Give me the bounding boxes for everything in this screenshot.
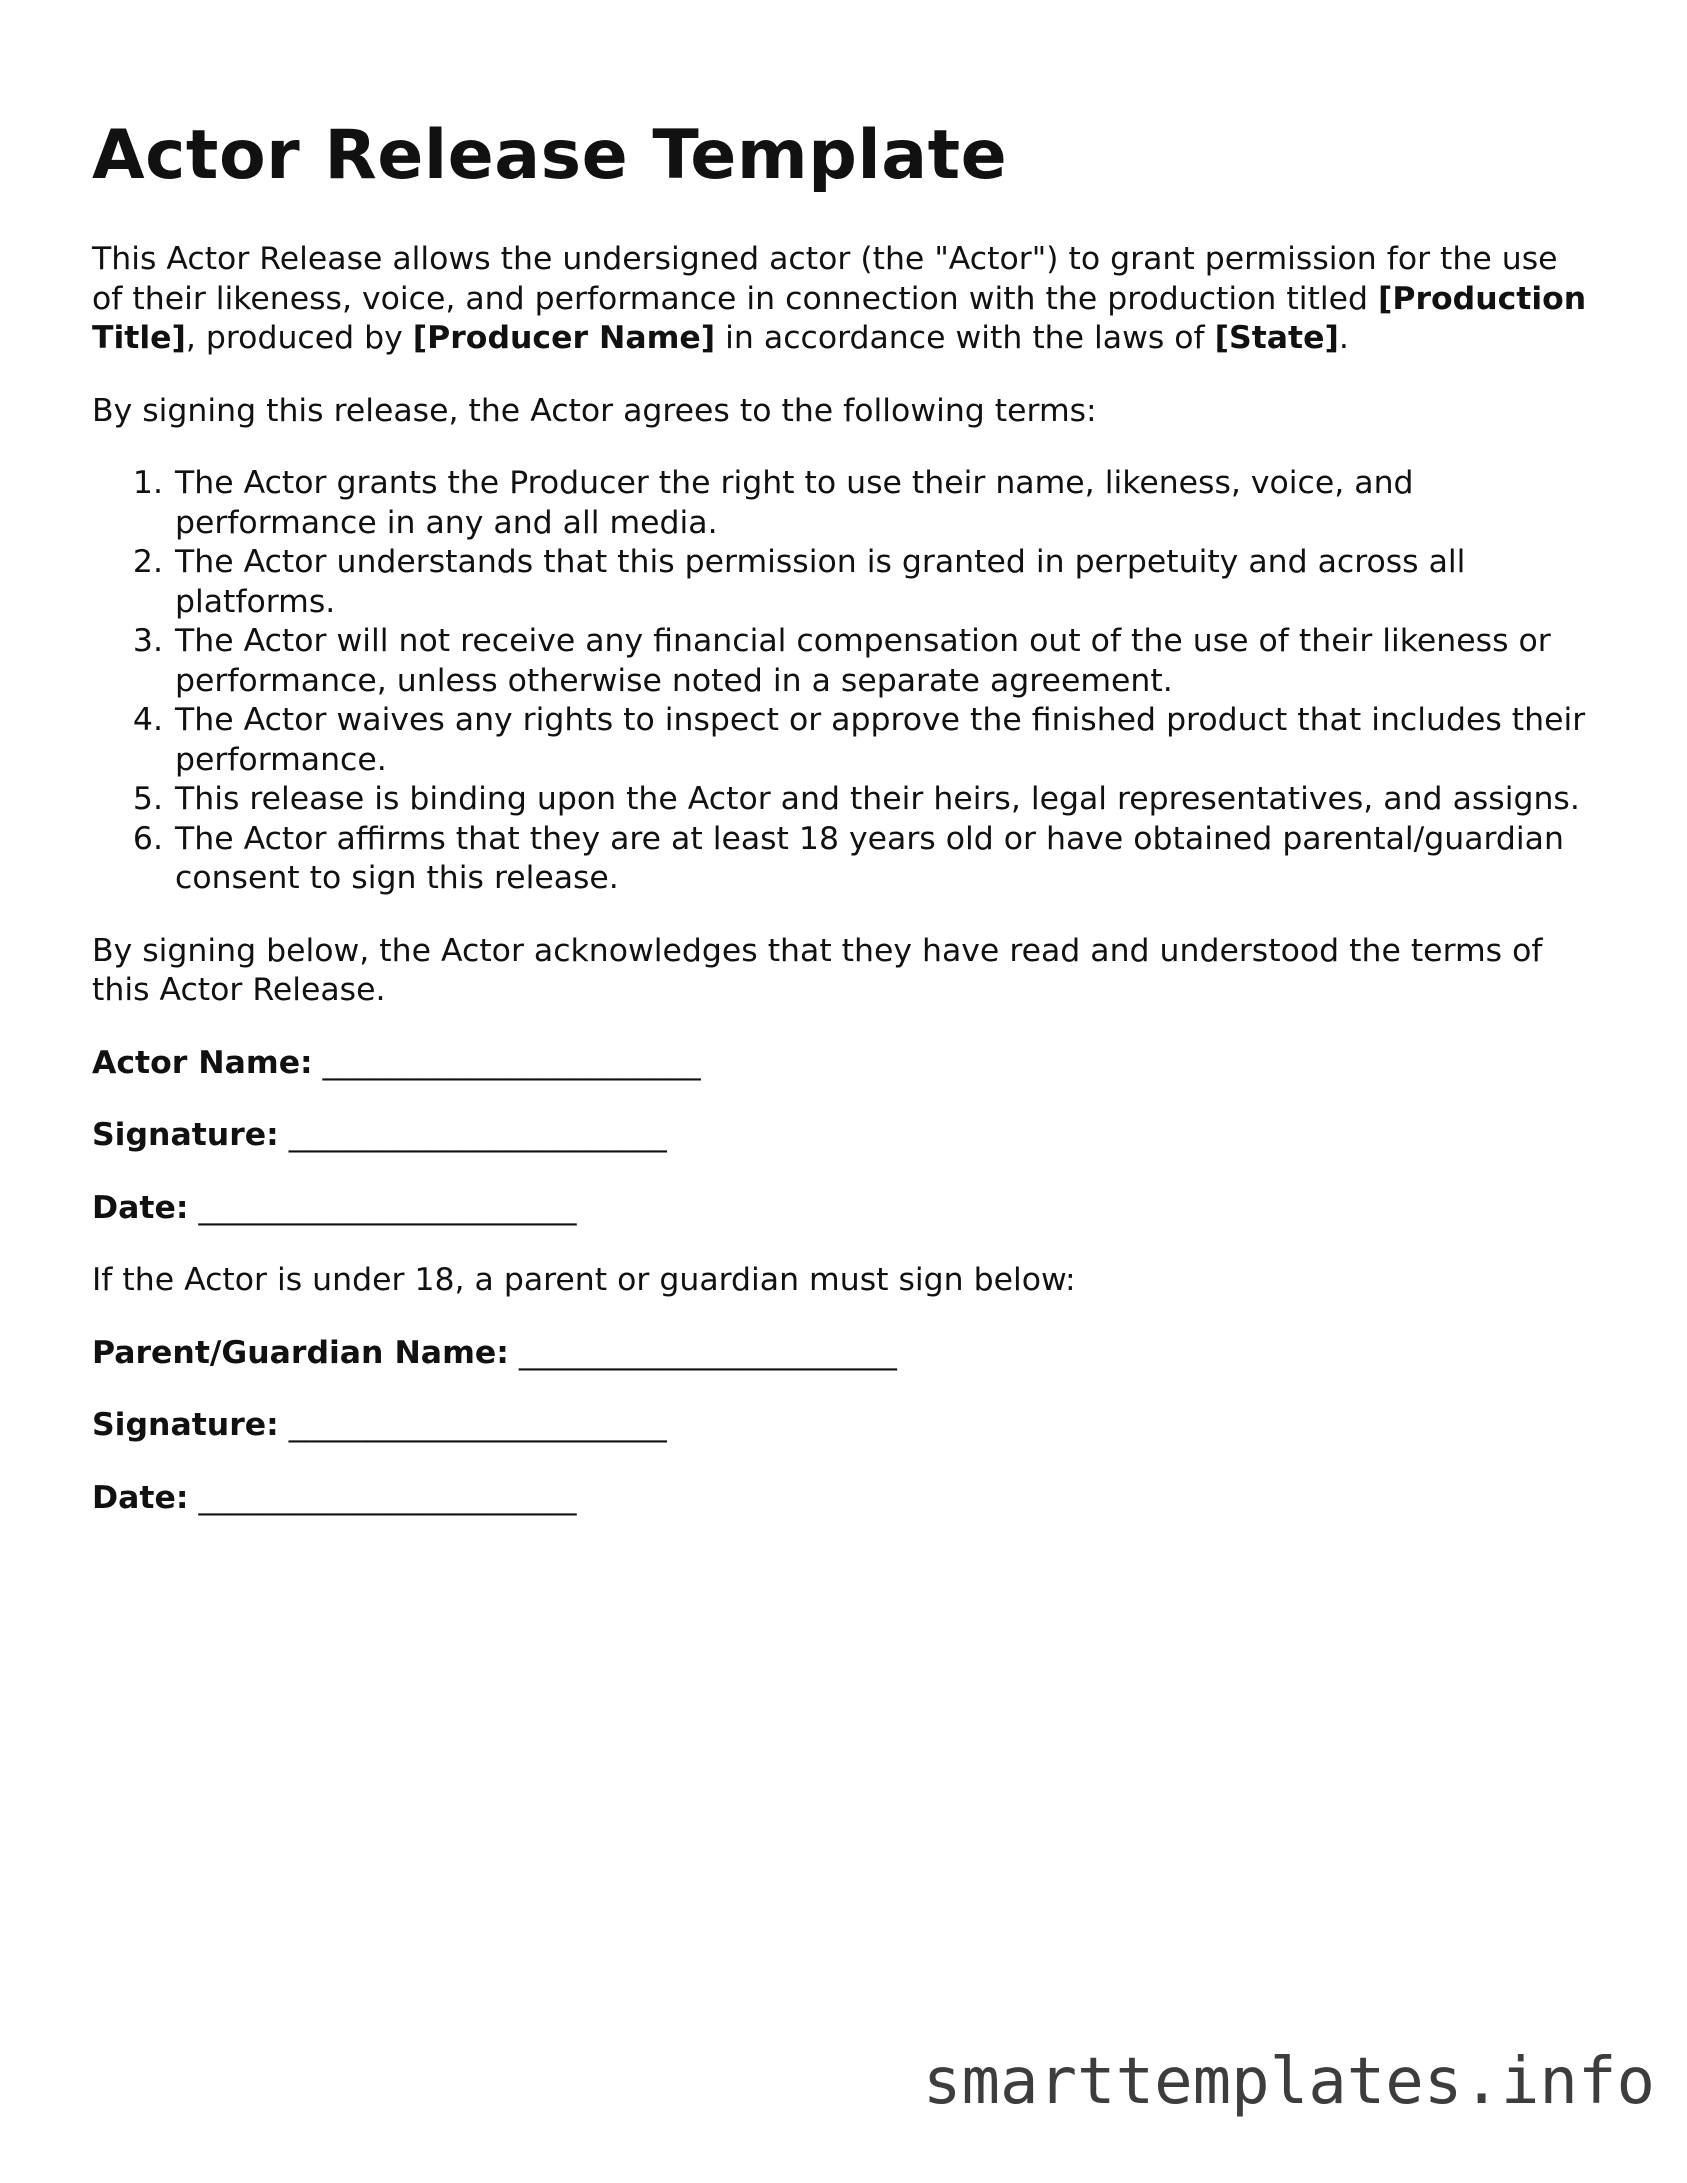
term-item: 2. The Actor understands that this permission is granted in perpetuity and across all platforms. (173, 543, 1592, 622)
guardian-date-blank[interactable]: ________________________ (198, 1479, 577, 1516)
actor-date-blank[interactable]: ________________________ (198, 1189, 577, 1226)
intro-paragraph (92, 240, 1592, 359)
guardian-signature-blank[interactable]: ________________________ (288, 1407, 667, 1443)
producer-name-placeholder: [Producer Name] (412, 320, 716, 356)
minor-note: If the Actor is under 18, a parent or guardian must sign below: (92, 1262, 1076, 1298)
actor-date-label: Date: (92, 1189, 189, 1226)
guardian-name-blank[interactable]: ________________________ (518, 1334, 897, 1371)
actor-name-label: Actor Name: (92, 1044, 313, 1081)
guardian-date-label: Date: (92, 1479, 189, 1516)
actor-date-field[interactable] (92, 1189, 1592, 1229)
watermark: smarttemplates.info (922, 2045, 1655, 2119)
actor-name-field[interactable] (92, 1044, 1592, 1084)
intro-text-4: . (1338, 320, 1349, 356)
terms-intro: By signing this release, the Actor agrees to the following terms: (92, 392, 1097, 429)
guardian-name-label: Parent/Guardian Name: (92, 1334, 509, 1371)
document-body (92, 240, 1592, 1551)
guardian-signature-field[interactable] (92, 1406, 1592, 1446)
actor-name-blank[interactable]: ________________________ (322, 1044, 701, 1081)
intro-text-2: , produced by (185, 320, 413, 356)
terms-list (92, 464, 1592, 899)
document-title: Actor Release Template (92, 116, 1008, 195)
term-item: 1. The Actor grants the Producer the right to use their name, likeness, voice, and performance in any and all media. (173, 464, 1592, 543)
state-placeholder: [State] (1214, 320, 1339, 356)
guardian-name-field[interactable] (92, 1334, 1592, 1374)
term-item: 5. This release is binding upon the Actor and their heirs, legal representatives, and assigns. (173, 780, 1592, 820)
term-item: 3. The Actor will not receive any financial compensation out of the use of their likeness or performance, unless otherwise noted in a separate agreement. (173, 622, 1592, 701)
actor-signature-blank[interactable]: ________________________ (288, 1117, 667, 1153)
intro-text-1: This Actor Release allows the undersigned actor (the "Actor") to grant permission for the use of their likeness, voice, and performance in connection with the production titled (92, 241, 1558, 317)
guardian-date-field[interactable] (92, 1479, 1592, 1519)
guardian-signature-label: Signature: (92, 1407, 279, 1443)
term-item: 6. The Actor affirms that they are at least 18 years old or have obtained parental/guardian consent to sign this release. (173, 820, 1592, 899)
actor-signature-field[interactable] (92, 1116, 1592, 1156)
production-title-placeholder: [Production Title] (92, 280, 1587, 356)
intro-text-3: in accordance with the laws of (715, 320, 1215, 356)
term-item: 4. The Actor waives any rights to inspect or approve the finished product that includes their performance. (173, 701, 1592, 780)
actor-signature-label: Signature: (92, 1117, 279, 1153)
acknowledgment-paragraph: By signing below, the Actor acknowledges that they have read and understood the terms of this Actor Release. (92, 932, 1543, 1008)
